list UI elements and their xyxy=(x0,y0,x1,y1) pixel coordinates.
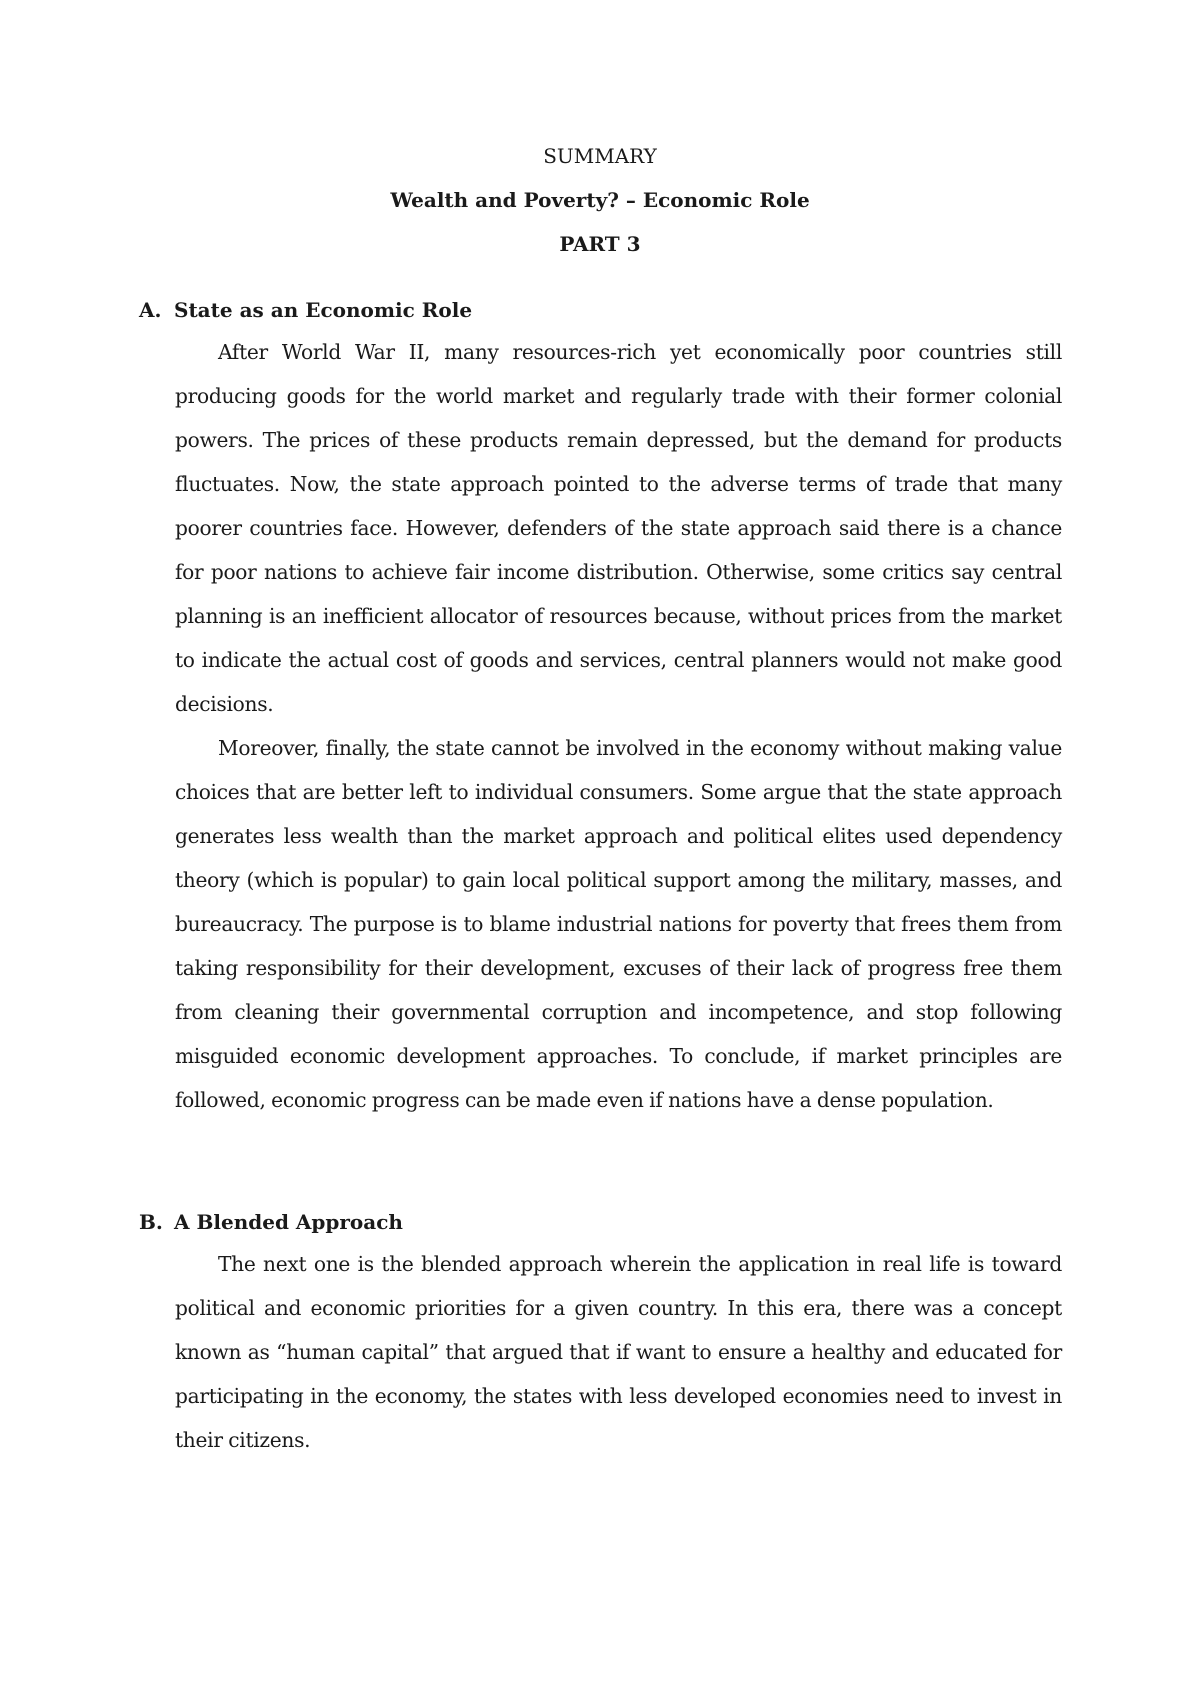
section-b-title: A Blended Approach xyxy=(174,1210,403,1234)
section-b-letter: B. xyxy=(139,1210,163,1234)
section-a-letter: A. xyxy=(139,298,162,322)
section-a-paragraph-1: After World War II, many resources-rich yet economically poor countries still producing goods for the world market and regularly trade with their former colonial powers. The prices of these products remain depressed, but the demand for products fluctuates. Now, the state approach pointed to the adverse terms of trade that many poorer countries face. However, defenders of the state approach said there is a chance for poor nations to achieve fair income distribution. Otherwise, some critics say central planning is an inefficient allocator of resources because, without prices from the market to indicate the actual cost of goods and services, central planners would not make good decisions. xyxy=(175,340,1062,716)
section-b-body xyxy=(175,1242,1062,1462)
summary-label: SUMMARY xyxy=(543,144,657,168)
section-b-heading xyxy=(139,1212,403,1232)
section-a-body xyxy=(175,330,1062,1122)
document-header xyxy=(0,146,1200,278)
section-a-heading xyxy=(139,300,472,320)
part-label: PART 3 xyxy=(559,232,641,256)
section-b-paragraph-1: The next one is the blended approach wherein the application in real life is toward political and economic priorities for a given country. In this era, there was a concept known as “human capital” that argued that if want to ensure a healthy and educated for participating in the economy, the states with less developed economies need to invest in their citizens. xyxy=(175,1252,1062,1452)
section-a-paragraph-2: Moreover, finally, the state cannot be involved in the economy without making value choices that are better left to individual consumers. Some argue that the state approach generates less wealth than the market approach and political elites used dependency theory (which is popular) to gain local political support among the military, masses, and bureaucracy. The purpose is to blame industrial nations for poverty that frees them from taking responsibility for their development, excuses of their lack of progress free them from cleaning their governmental corruption and incompetence, and stop following misguided economic development approaches. To conclude, if market principles are followed, economic progress can be made even if nations have a dense population. xyxy=(175,736,1062,1112)
document-title: Wealth and Poverty? – Economic Role xyxy=(390,188,810,212)
section-a-title: State as an Economic Role xyxy=(174,298,473,322)
